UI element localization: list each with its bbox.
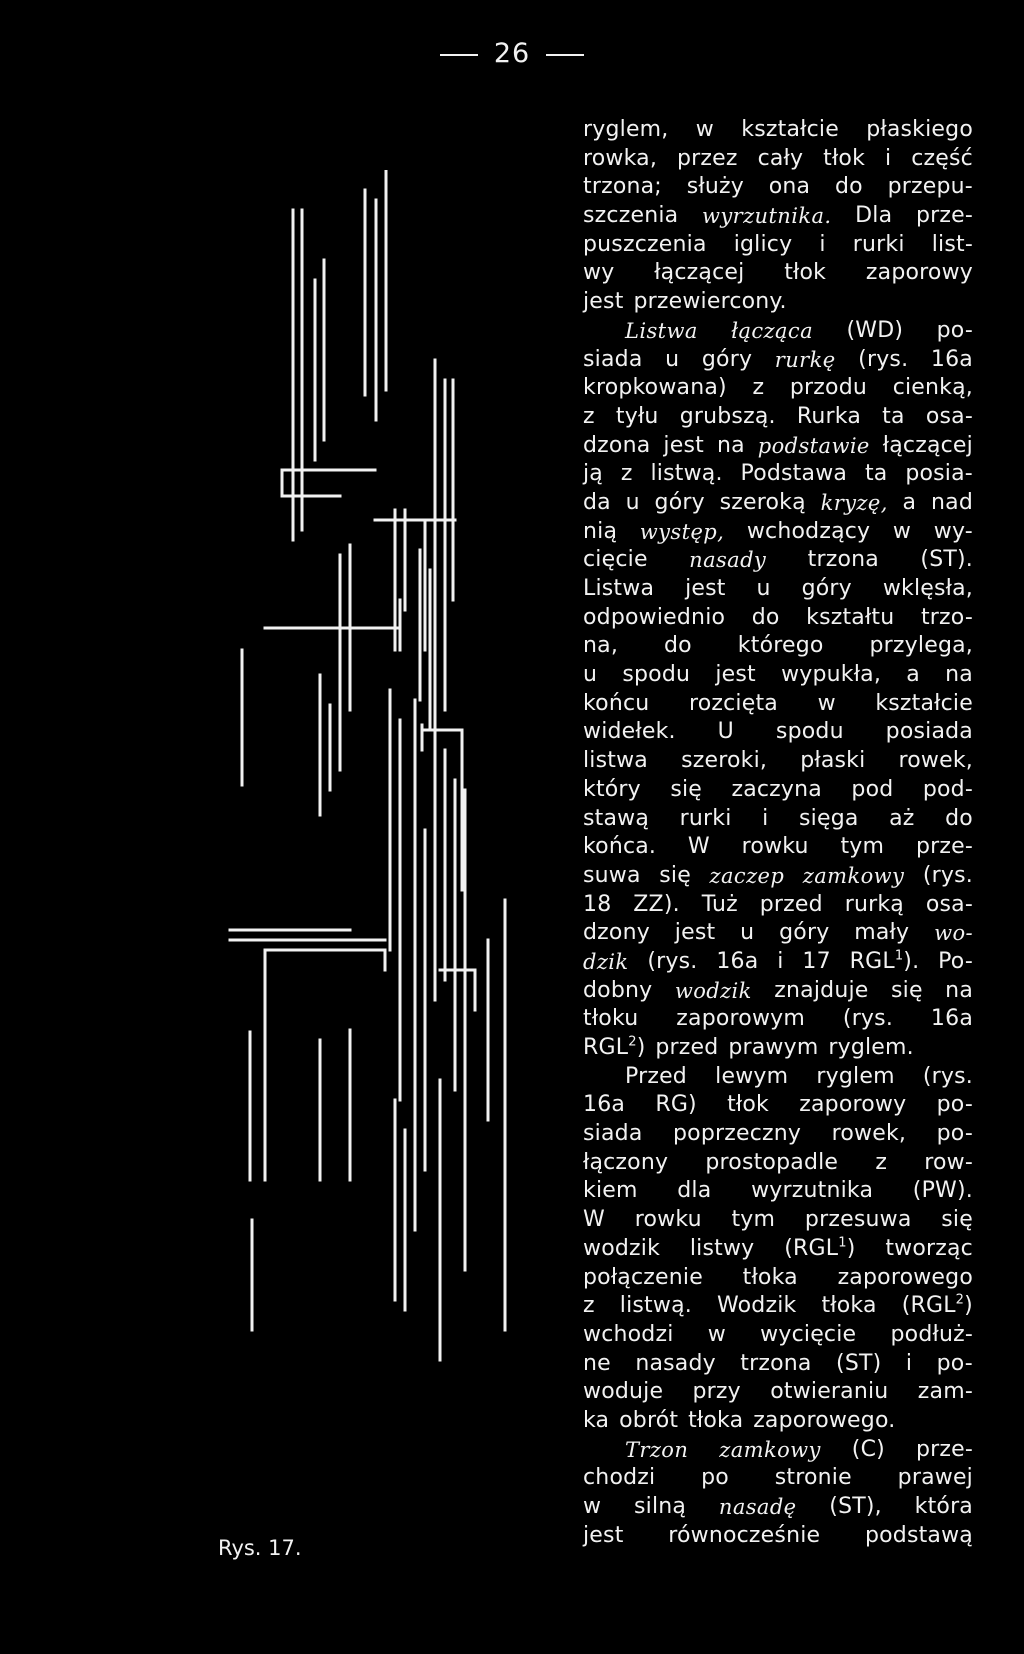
word: nad	[931, 489, 973, 515]
word: ryglem,	[583, 117, 669, 142]
word: z	[752, 375, 765, 401]
word: ona	[768, 174, 811, 200]
word: aż	[889, 805, 915, 831]
word: łączącej	[654, 260, 745, 286]
word: trzona;	[583, 174, 662, 200]
text-line	[583, 747, 973, 776]
word: wchodzący	[746, 518, 871, 544]
word: się	[659, 862, 691, 888]
word: 18	[583, 891, 612, 917]
word: posiada	[885, 719, 973, 745]
word: listwą.	[650, 461, 723, 487]
page-number-value: 26	[493, 38, 531, 69]
word: sięga	[798, 805, 859, 831]
word: w	[707, 1321, 726, 1347]
word: Rurka	[796, 403, 862, 429]
word: jest	[674, 920, 716, 946]
word: prze-	[915, 1436, 973, 1462]
technical-drawing	[190, 170, 560, 1570]
footnote-marker: 1	[838, 1235, 847, 1251]
italic-term: zamkowy	[802, 863, 905, 888]
word: nią	[583, 518, 618, 544]
word: po-	[936, 317, 973, 343]
word: szeroki,	[681, 748, 768, 774]
text-line	[583, 1407, 973, 1436]
word: siada	[583, 346, 643, 372]
word: prawym	[728, 1035, 819, 1060]
word: trzona	[807, 547, 879, 573]
text-line	[583, 891, 973, 920]
text-line	[583, 1292, 973, 1321]
word: pod	[851, 776, 894, 802]
word: prze-	[915, 834, 973, 860]
word: na	[945, 662, 973, 688]
word: w	[583, 1494, 602, 1519]
word: jest	[685, 576, 726, 601]
text-line	[583, 259, 973, 288]
word: W	[687, 834, 710, 860]
text-line	[583, 346, 973, 375]
word: połączenie	[583, 1264, 703, 1290]
word: płaski	[800, 748, 866, 774]
right-dash	[546, 54, 584, 56]
word: trzona	[740, 1350, 812, 1376]
italic-term: występ,	[639, 519, 725, 544]
word: (ST),	[829, 1494, 882, 1519]
word: a	[902, 489, 917, 515]
word: jest	[715, 662, 756, 688]
word: się	[670, 776, 703, 802]
text-line	[583, 1206, 973, 1235]
word: w	[817, 690, 836, 716]
word: łączącej	[882, 432, 973, 458]
word: cały	[757, 145, 804, 171]
word: stawą	[583, 805, 650, 831]
word: podstawą	[864, 1522, 973, 1548]
word: Po-	[938, 948, 973, 974]
word: rowku	[634, 1207, 702, 1233]
word: rowek,	[831, 1121, 907, 1147]
word: (rys.	[922, 1063, 973, 1089]
word: i	[905, 1350, 913, 1376]
text-line	[583, 776, 973, 805]
word: rowku	[741, 834, 809, 860]
word: spodu	[775, 719, 844, 745]
word: (ST).	[920, 547, 973, 573]
word: listwą.	[619, 1293, 692, 1319]
word: kształcie	[875, 690, 973, 716]
word: mały	[854, 920, 910, 946]
word: ta	[882, 403, 905, 429]
word: równocześnie	[668, 1522, 821, 1548]
word: rozcięta	[688, 690, 778, 716]
text-line	[583, 1120, 973, 1149]
word: Przed	[625, 1063, 687, 1089]
word: (rys.	[842, 1006, 894, 1032]
text-line	[583, 432, 973, 461]
word: przez	[676, 145, 738, 171]
word: przepu-	[887, 174, 973, 200]
word: kształcie	[741, 117, 839, 142]
word: wyrzutnika	[751, 1178, 874, 1204]
word: dzony	[583, 920, 650, 946]
word: po-	[936, 1121, 973, 1147]
word: w	[695, 117, 714, 142]
word: przy	[692, 1379, 741, 1405]
word: góry	[779, 920, 830, 946]
word: siada	[583, 1121, 643, 1147]
word: podłuż-	[890, 1321, 973, 1347]
word: do	[664, 633, 692, 659]
word: zaporowego.	[753, 1407, 896, 1433]
word: dzona	[583, 432, 651, 458]
word: ka	[583, 1407, 610, 1433]
word: kiem	[583, 1178, 638, 1204]
word: Tuż	[701, 891, 738, 917]
text-line	[583, 1034, 973, 1063]
left-dash	[440, 54, 478, 56]
text-line	[583, 460, 973, 489]
word: góry	[801, 576, 852, 601]
text-line	[583, 1350, 973, 1379]
word: RG)	[655, 1092, 697, 1118]
word: da	[583, 489, 611, 515]
word: listwy	[689, 1235, 755, 1261]
word: która	[914, 1494, 973, 1519]
word: otwieraniu	[770, 1379, 889, 1405]
footnote-marker: 2	[628, 1034, 637, 1050]
word: szczenia	[583, 203, 679, 229]
word: nasady	[635, 1350, 716, 1376]
text-column	[583, 116, 973, 1550]
word: tłoku	[583, 1006, 639, 1032]
text-line	[583, 862, 973, 891]
word: z	[583, 403, 595, 429]
word: u	[625, 489, 640, 515]
word: RGL$^1$).	[849, 948, 920, 974]
text-line	[583, 1235, 973, 1264]
text-line	[583, 403, 973, 432]
word: ne	[583, 1350, 611, 1376]
text-line	[583, 1436, 973, 1465]
word: tłoka	[742, 1264, 798, 1290]
word: 16a	[583, 1092, 626, 1118]
word: z	[583, 1293, 595, 1319]
word: wy	[583, 260, 615, 286]
word: wklęsła,	[882, 576, 973, 601]
word: tłok	[727, 1092, 769, 1118]
word: (WD)	[846, 317, 904, 343]
word: rurki	[852, 231, 905, 257]
word: u	[665, 346, 680, 372]
word: tłok	[823, 145, 866, 171]
word: stronie	[774, 1465, 852, 1491]
word: końca.	[583, 834, 657, 860]
italic-term: rurkę	[774, 347, 836, 372]
word: znajduje	[774, 977, 869, 1003]
text-line	[583, 632, 973, 661]
text-line	[583, 374, 973, 403]
word: przesuwa	[804, 1207, 912, 1233]
word: zaporowym	[676, 1006, 805, 1032]
word: się	[890, 977, 923, 1003]
word: Dla	[855, 203, 893, 229]
italic-term: zaczep	[709, 863, 785, 888]
word: dla	[677, 1178, 712, 1204]
word: kropkowana)	[583, 375, 727, 401]
word: rurki	[679, 805, 732, 831]
word: na	[716, 432, 745, 458]
italic-term: dzik	[583, 949, 629, 974]
italic-term: kryzę,	[820, 490, 888, 515]
word: silną	[633, 1494, 687, 1519]
word: tyłu	[615, 403, 659, 429]
word: przodu	[789, 375, 868, 401]
text-line	[583, 1264, 973, 1293]
word: szeroką	[719, 489, 806, 515]
word: na	[945, 977, 973, 1003]
text-line	[583, 1493, 973, 1522]
word: listwa	[583, 748, 648, 774]
word: i	[819, 231, 826, 257]
word: i	[777, 948, 784, 974]
word: 17	[802, 948, 831, 974]
word: jest	[583, 1522, 624, 1548]
word: służy	[686, 174, 744, 200]
text-line	[583, 690, 973, 719]
word: obrót	[619, 1407, 679, 1433]
text-line	[583, 977, 973, 1006]
word: góry	[654, 489, 705, 515]
footnote-marker: 1	[894, 948, 904, 964]
word: po	[701, 1465, 729, 1491]
word: tłok	[784, 260, 827, 286]
text-line	[583, 288, 973, 317]
text-line	[583, 948, 973, 977]
word: dobny	[583, 977, 653, 1003]
word: widełek.	[583, 719, 676, 745]
word: zaporowy	[799, 1092, 907, 1118]
word: z	[875, 1149, 888, 1175]
word: prze-	[915, 203, 973, 229]
word: tłoka	[688, 1407, 744, 1433]
word: ryglem	[816, 1063, 895, 1089]
text-line	[583, 317, 973, 346]
word: wy-	[933, 518, 973, 544]
word: część	[911, 145, 973, 171]
word: tworząc	[885, 1235, 973, 1261]
text-line	[583, 1063, 973, 1092]
word: w	[892, 518, 912, 544]
word: płaskiego	[866, 117, 973, 142]
text-line	[583, 202, 973, 231]
text-line	[583, 1005, 973, 1034]
word: ta	[864, 461, 888, 487]
drawing-lines	[230, 170, 505, 1360]
word: wypukła,	[781, 662, 882, 688]
word: row-	[924, 1149, 973, 1175]
word: (C)	[851, 1436, 885, 1462]
word: u	[756, 576, 771, 601]
text-line	[583, 489, 973, 518]
word: prawej	[897, 1465, 973, 1491]
italic-term: zamkowy	[719, 1437, 821, 1462]
italic-term: wyrzutnika.	[702, 204, 832, 229]
figure-caption: Rys. 17.	[218, 1536, 302, 1560]
word: rurką	[844, 891, 904, 917]
text-line	[583, 518, 973, 547]
italic-term: wo-	[934, 921, 973, 946]
word: po-	[936, 1350, 973, 1376]
italic-term: Trzon	[625, 1437, 689, 1462]
word: u	[583, 662, 598, 688]
word: zaczyna	[731, 776, 822, 802]
word: przed	[759, 891, 823, 917]
text-line	[583, 1522, 973, 1551]
word: się	[941, 1207, 973, 1233]
word: przewiercony.	[633, 289, 787, 315]
text-line	[583, 661, 973, 690]
italic-term: nasadę	[718, 1495, 797, 1519]
word: spodu	[622, 662, 691, 688]
word: końcu	[583, 690, 650, 716]
word: zaporowy	[865, 260, 973, 286]
word: cienką,	[892, 375, 973, 401]
word: rowka,	[583, 145, 658, 171]
word: przylega,	[869, 633, 973, 659]
word: zaporowego	[837, 1264, 973, 1290]
word: ją	[583, 461, 603, 487]
text-line	[583, 604, 973, 633]
word: ryglem.	[828, 1035, 914, 1060]
page-number	[0, 38, 1024, 69]
word: (rys.	[922, 862, 973, 888]
italic-term: łącząca	[731, 318, 814, 343]
word: chodzi	[583, 1465, 656, 1491]
word: cięcie	[583, 547, 648, 573]
word: u	[740, 920, 755, 946]
text-line	[583, 1091, 973, 1120]
word: Podstawa	[740, 461, 848, 487]
italic-term: Listwa	[625, 318, 698, 343]
word: woduje	[583, 1379, 664, 1405]
word: (PW).	[912, 1178, 973, 1204]
word: tym	[840, 834, 885, 860]
text-line	[583, 1177, 973, 1206]
text-line	[583, 805, 973, 834]
word: wodzik	[583, 1235, 661, 1261]
word: pod-	[922, 776, 973, 802]
word: (rys.	[647, 948, 698, 974]
word: (RGL$^2$)	[901, 1292, 973, 1319]
word: iglicy	[733, 231, 793, 257]
italic-term: wodzik	[674, 978, 752, 1003]
word: U	[717, 719, 734, 745]
word: 16a	[930, 346, 973, 372]
word: Listwa	[583, 576, 655, 601]
text-line	[583, 145, 973, 174]
word: odpowiednio	[583, 604, 726, 630]
italic-term: nasady	[689, 548, 767, 573]
text-line	[583, 546, 973, 575]
word: łączony	[583, 1149, 669, 1175]
word: list-	[931, 231, 973, 257]
word: do	[751, 604, 780, 630]
word: zam-	[917, 1379, 973, 1405]
word: góry	[701, 346, 753, 372]
word: jest	[583, 289, 624, 315]
word: wchodzi	[583, 1321, 674, 1347]
word: a	[906, 662, 920, 688]
word: wycięcie	[760, 1321, 857, 1347]
italic-term: podstawie	[757, 433, 870, 458]
word: Wodzik	[716, 1293, 797, 1319]
word: rowek,	[898, 748, 973, 774]
text-line	[583, 1464, 973, 1493]
word: ZZ).	[633, 891, 680, 917]
word: trzo-	[920, 604, 973, 630]
word: po-	[936, 1092, 973, 1118]
word: osa-	[925, 403, 973, 429]
text-line	[583, 1321, 973, 1350]
text-line	[583, 919, 973, 948]
word: prostopadle	[705, 1149, 839, 1175]
word: lewym	[715, 1063, 789, 1089]
text-line	[583, 1149, 973, 1178]
text-line	[583, 173, 973, 202]
word: grubszą.	[679, 403, 776, 429]
word: (rys.	[858, 346, 909, 372]
word: kształtu	[806, 604, 895, 630]
word: 16a	[930, 1006, 973, 1032]
word: posia-	[905, 461, 973, 487]
word: (RGL$^1$)	[784, 1235, 856, 1261]
word: do	[945, 805, 973, 831]
word: z	[620, 461, 633, 487]
word: przed	[655, 1035, 719, 1060]
word: którego	[737, 633, 824, 659]
text-line	[583, 718, 973, 747]
text-line	[583, 231, 973, 260]
word: RGL$^2$)	[583, 1034, 646, 1060]
word: osa-	[925, 891, 973, 917]
word: na,	[583, 633, 619, 659]
text-line	[583, 116, 973, 145]
text-line	[583, 1378, 973, 1407]
word: i	[884, 145, 892, 171]
text-line	[583, 833, 973, 862]
word: do	[835, 174, 863, 200]
word: tłoka	[821, 1293, 877, 1319]
word: tym	[731, 1207, 776, 1233]
footnote-marker: 2	[955, 1292, 965, 1308]
word: puszczenia	[583, 231, 707, 257]
word: który	[583, 776, 641, 802]
text-line	[583, 575, 973, 604]
word: (ST)	[836, 1350, 882, 1376]
word: suwa	[583, 862, 641, 888]
word: 16a	[716, 948, 759, 974]
word: W	[583, 1207, 605, 1233]
word: jest	[663, 432, 704, 458]
word: i	[762, 805, 769, 831]
word: poprzeczny	[673, 1121, 802, 1147]
